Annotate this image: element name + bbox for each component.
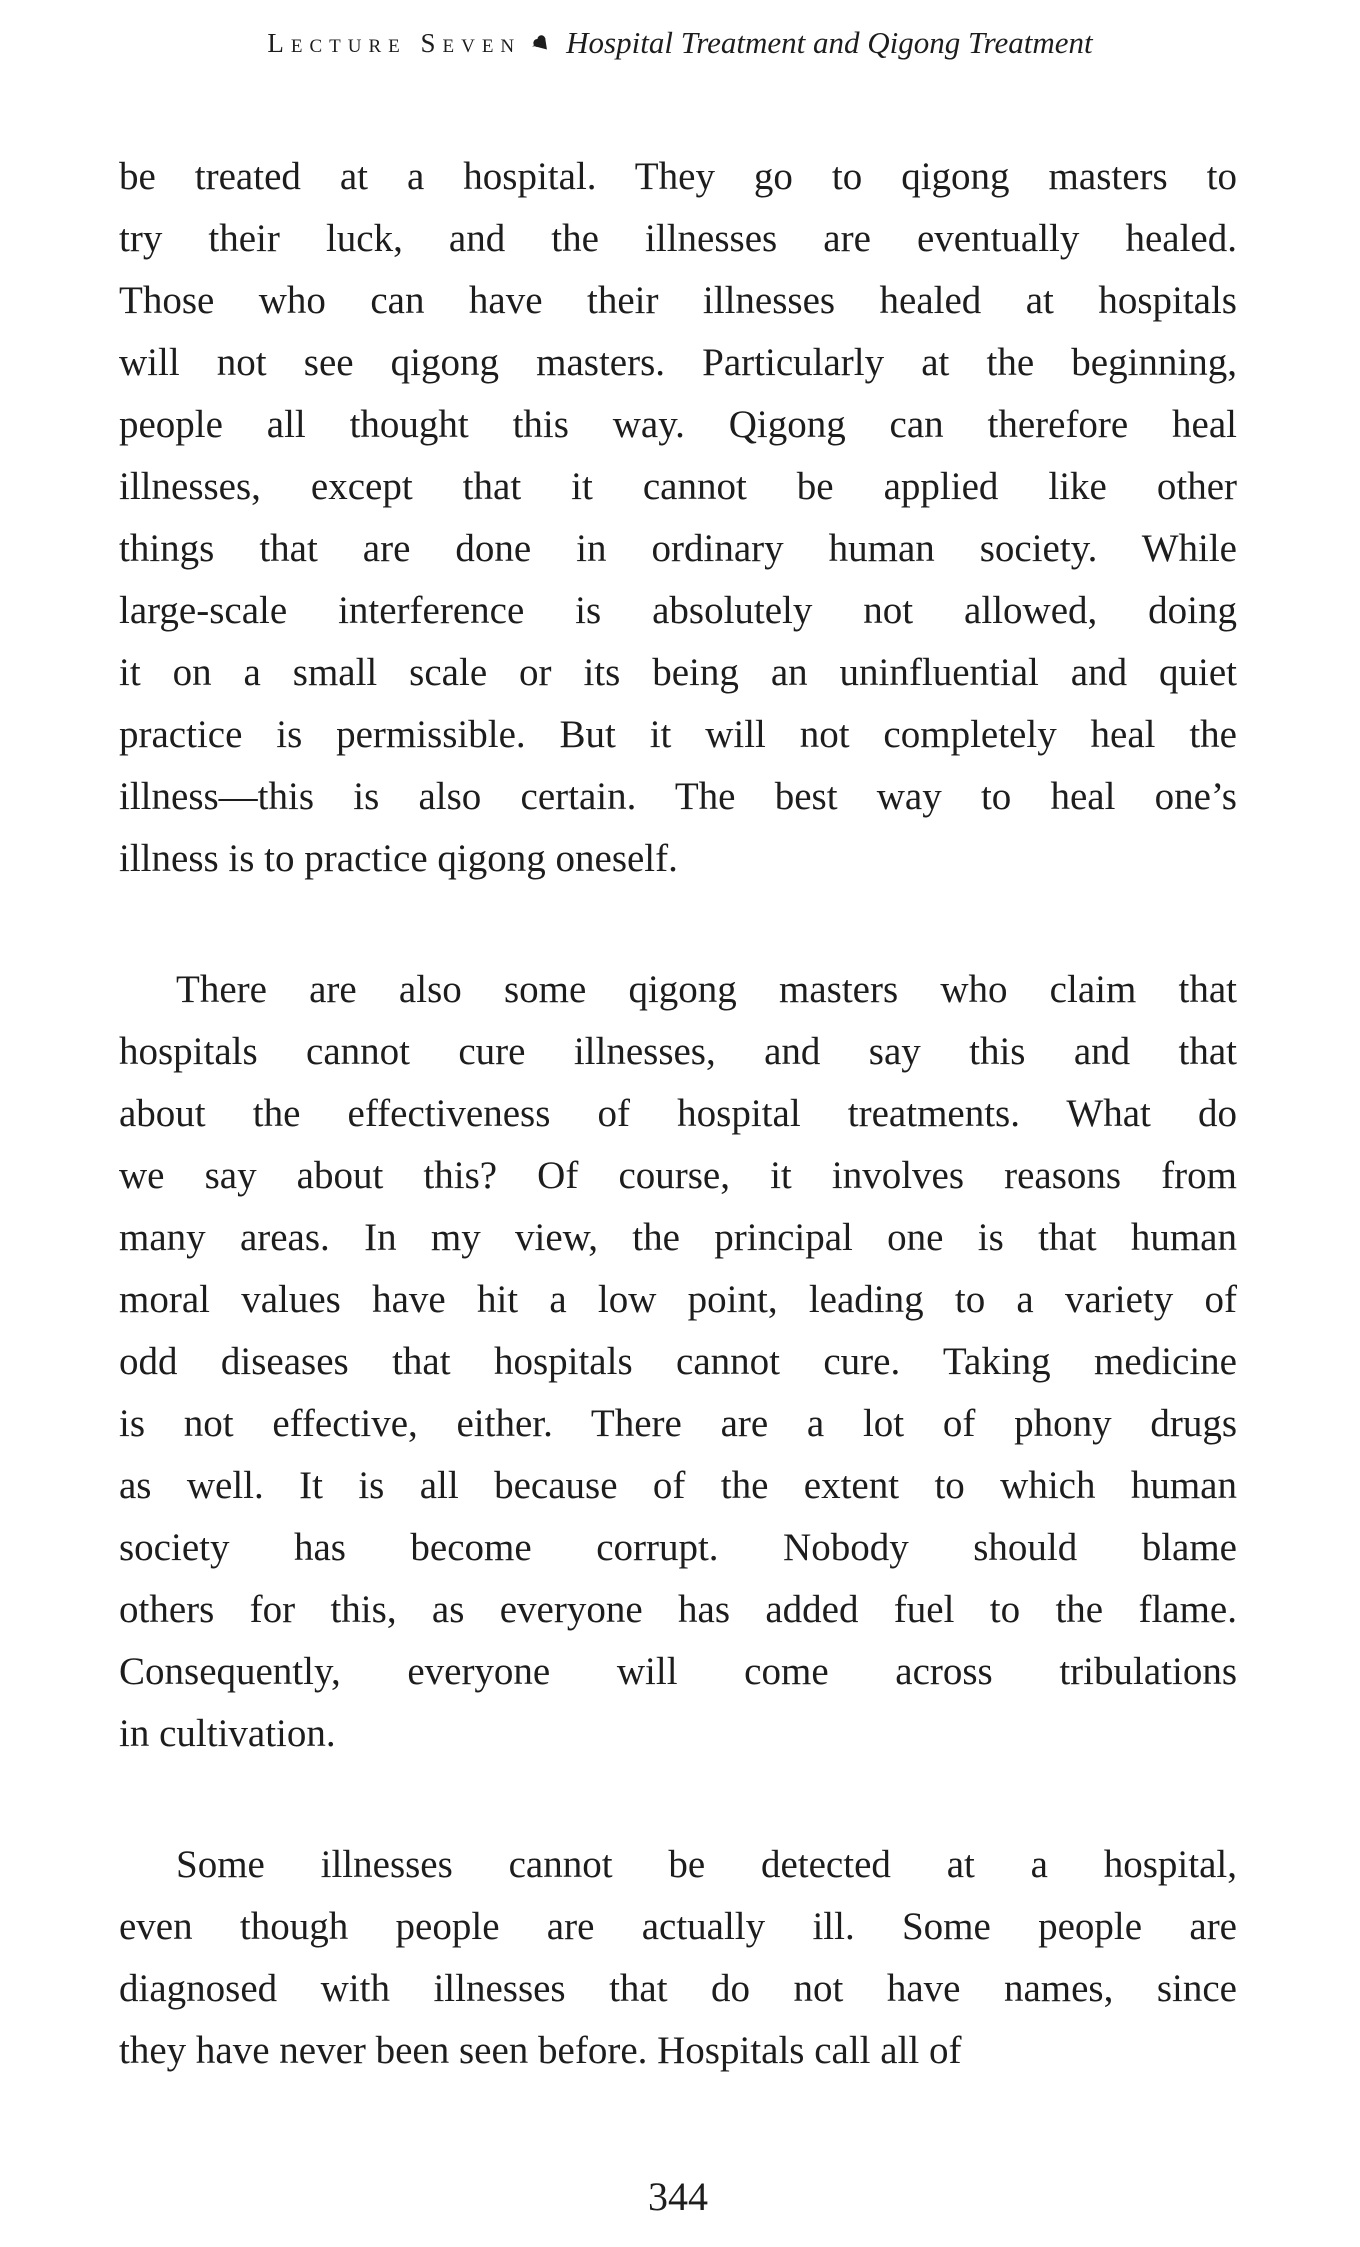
text-line: many areas. In my view, the principal one is that human xyxy=(119,1216,1237,1259)
text-line: large-scale interference is absolutely not allowed, doing xyxy=(119,589,1237,632)
text-line: illness—this is also certain. The best way to heal one’s xyxy=(119,775,1237,818)
text-line: be treated at a hospital. They go to qigong masters to xyxy=(119,155,1237,198)
text-line: others for this, as everyone has added fuel to the flame. xyxy=(119,1588,1237,1631)
text-line: odd diseases that hospitals cannot cure. Taking medicine xyxy=(119,1340,1237,1383)
text-line: Those who can have their illnesses healed at hospitals xyxy=(119,279,1237,322)
text-line: hospitals cannot cure illnesses, and say this and that xyxy=(119,1030,1237,1073)
text-line: illnesses, except that it cannot be applied like other xyxy=(119,465,1237,508)
lecture-label: Lecture Seven xyxy=(267,28,522,58)
text-line: Some illnesses cannot be detected at a hospital, xyxy=(176,1843,1237,1886)
text-line: as well. It is all because of the extent to which human xyxy=(119,1464,1237,1507)
text-line: diagnosed with illnesses that do not have names, since xyxy=(119,1967,1237,2010)
page-body xyxy=(119,146,1237,2082)
chapter-title: Hospital Treatment and Qigong Treatment xyxy=(566,25,1093,60)
text-line: will not see qigong masters. Particularly at the beginning, xyxy=(119,341,1237,384)
text-line: is not effective, either. There are a lot of phony drugs xyxy=(119,1402,1237,1445)
text-line: in cultivation. xyxy=(119,1712,336,1755)
text-line: practice is permissible. But it will not completely heal the xyxy=(119,713,1237,756)
text-line: There are also some qigong masters who claim that xyxy=(176,968,1237,1011)
page-number: 344 xyxy=(648,2174,708,2219)
text-line: illness is to practice qigong oneself. xyxy=(119,837,678,880)
paragraph xyxy=(119,1834,1237,2082)
text-line: about the effectiveness of hospital treatments. What do xyxy=(119,1092,1237,1135)
text-line: we say about this? Of course, it involves reasons from xyxy=(119,1154,1237,1197)
paragraph xyxy=(119,959,1237,1765)
text-line: they have never been seen before. Hospitals call all of xyxy=(119,2029,962,2072)
text-line: Consequently, everyone will come across tribulations xyxy=(119,1650,1237,1693)
hedera-leaf-icon xyxy=(530,32,553,55)
text-line: try their luck, and the illnesses are eventually healed. xyxy=(119,217,1237,260)
text-line: moral values have hit a low point, leading to a variety of xyxy=(119,1278,1237,1321)
paragraph xyxy=(119,146,1237,890)
text-line: it on a small scale or its being an uninfluential and quiet xyxy=(119,651,1237,694)
text-line: people all thought this way. Qigong can therefore heal xyxy=(119,403,1237,446)
text-line: things that are done in ordinary human society. While xyxy=(119,527,1237,570)
text-line: even though people are actually ill. Some people are xyxy=(119,1905,1237,1948)
text-line: society has become corrupt. Nobody should blame xyxy=(119,1526,1237,1569)
running-header xyxy=(0,26,1360,60)
